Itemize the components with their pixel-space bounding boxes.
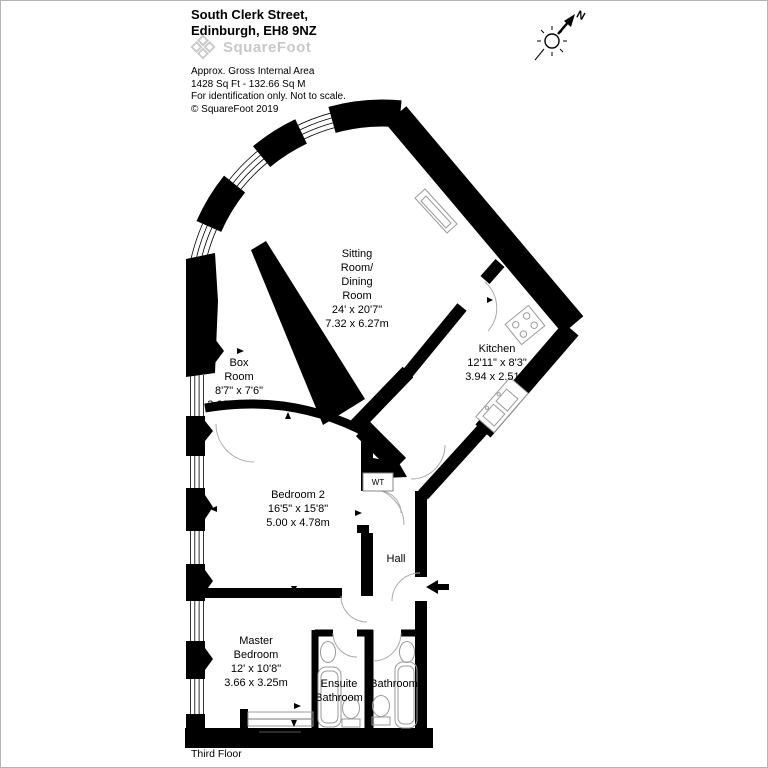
svg-text:12'11" x 8'3": 12'11" x 8'3" xyxy=(467,357,527,369)
address-line-2: Edinburgh, EH8 9NZ xyxy=(191,23,317,38)
svg-text:Room/: Room/ xyxy=(340,262,374,274)
svg-text:3.94 x 2.51m: 3.94 x 2.51m xyxy=(465,371,529,383)
north-compass-icon xyxy=(535,9,587,60)
svg-text:Bathroom: Bathroom xyxy=(315,692,363,704)
hall-label: Hall xyxy=(386,553,406,565)
svg-text:5.00 x 4.78m: 5.00 x 4.78m xyxy=(266,517,330,529)
info-line-gia: Approx. Gross Internal Area xyxy=(191,66,315,77)
svg-text:3.66 x 3.25m: 3.66 x 3.25m xyxy=(224,677,288,689)
svg-text:Bedroom 2: Bedroom 2 xyxy=(271,489,325,501)
svg-text:Box: Box xyxy=(229,357,249,369)
water-tank-label: WT xyxy=(371,478,385,487)
box-room-label xyxy=(207,357,271,411)
squarefoot-logo-text: SquareFoot xyxy=(223,38,312,56)
svg-text:Dining: Dining xyxy=(341,276,373,288)
svg-text:8'7" x 7'6": 8'7" x 7'6" xyxy=(214,385,264,397)
door-arcs xyxy=(216,282,497,661)
master-bedroom-label xyxy=(224,635,288,689)
svg-text:Ensuite: Ensuite xyxy=(320,678,358,690)
bay-wall-piers xyxy=(197,113,400,263)
bedroom2-label xyxy=(266,489,330,529)
svg-text:12' x 10'8": 12' x 10'8" xyxy=(230,663,282,675)
bathroom-label: Bathroom xyxy=(370,678,418,690)
svg-text:Master: Master xyxy=(239,635,273,647)
svg-text:16'5" x 15'8": 16'5" x 15'8" xyxy=(267,503,329,515)
third-floor-label: Third Floor xyxy=(191,748,242,760)
svg-text:Sitting: Sitting xyxy=(341,248,373,260)
water-tank-box xyxy=(363,473,393,491)
west-wall xyxy=(186,253,224,748)
floor-plan xyxy=(1,1,768,768)
ensuite-label xyxy=(315,678,363,704)
info-line-copyright: © SquareFoot 2019 xyxy=(191,103,279,115)
address-line-1: South Clerk Street, xyxy=(191,7,309,22)
svg-text:Room: Room xyxy=(224,371,254,383)
entrance-arrow-icon xyxy=(426,580,449,594)
compass-n-label: N xyxy=(574,8,587,24)
kitchen-hob xyxy=(505,305,545,344)
svg-text:Kitchen: Kitchen xyxy=(478,343,516,355)
info-line-area: 1428 Sq Ft - 132.66 Sq M xyxy=(191,78,306,90)
sitting-room-label xyxy=(325,248,389,330)
svg-text:Room: Room xyxy=(342,290,372,302)
info-line-disclaimer: For identification only. Not to scale. xyxy=(191,91,346,102)
svg-text:2.62 x 2.29m: 2.62 x 2.29m xyxy=(207,399,271,411)
kitchen-label xyxy=(465,343,529,383)
svg-text:Bedroom: Bedroom xyxy=(233,649,279,661)
svg-text:24' x 20'7": 24' x 20'7" xyxy=(331,304,383,316)
svg-text:7.32 x 6.27m: 7.32 x 6.27m xyxy=(325,318,389,330)
